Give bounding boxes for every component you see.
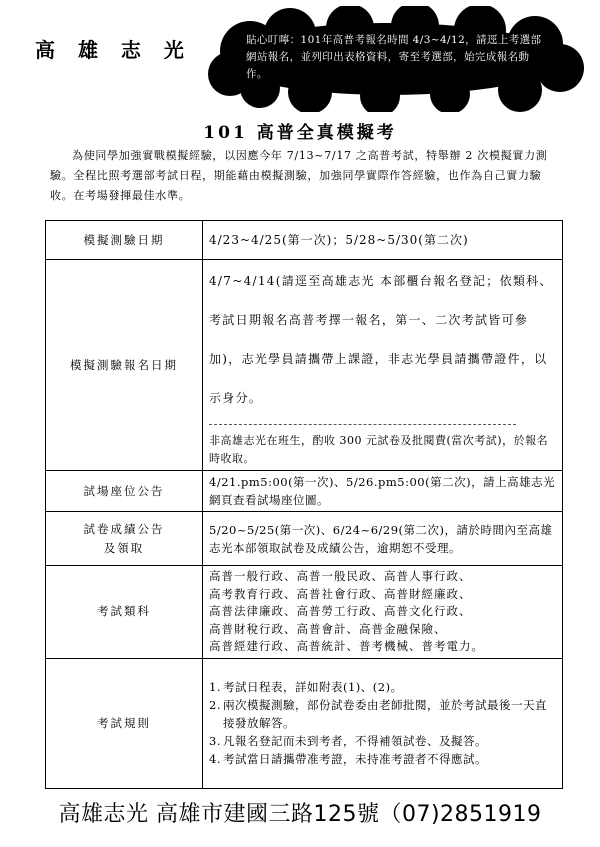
table-row [46,471,563,512]
row-label-seat-announcement: 試場座位公告 [46,471,203,512]
registration-notice: 貼心叮嚀：101年高普考報名時間 4/3~4/12，請逕上考選部網站報名，並列印出表格資料，寄至考選部，始完成報名動作。 [246,34,542,80]
rule-text: 考試日程表，詳如附表(1)、(2)。 [223,680,403,694]
results-info: 5/20~5/25(第一次)、6/24~6/29(第二次)，請於時間內至高雄志光本部領取試卷及成績公告，逾期恕不受理。 [203,512,563,566]
intro-paragraph: 為使同學加強實戰模擬經驗，以因應今年 7/13~7/17 之高普考試，特舉辦 2 次模擬實力測驗。全程比照考選部考試日程，期能藉由模擬測驗，加強同學實際作答經驗，也作為自己實力驗收。在考場發揮最佳水準。 [50,149,548,202]
results-label-line1: 試卷成績公告 [83,521,165,536]
dashed-divider [209,424,516,425]
exam-dates: 4/23~4/25(第一次)；5/28~5/30(第二次) [203,221,563,260]
rule-number: 3. [209,734,221,748]
notice-cloud [190,6,590,112]
table-row [46,260,563,471]
table-row [46,512,563,566]
subject-line: 高普財稅行政、高普會計、高普金融保險、 [209,621,447,636]
rule-number: 4. [209,752,221,766]
table-row [46,566,563,659]
rules-cell [203,658,563,788]
rule-text: 凡報名登記而未到考者，不得補領試卷、及擬答。 [223,734,487,748]
rule-item [209,678,556,696]
rule-text: 考試當日請攜帶准考證，未持准考證者不得應試。 [223,752,487,766]
registration-fee-note: 非高雄志光在班生，酌收 300 元試卷及批閱費(當次考試)，於報名時收取。 [209,434,549,465]
row-label-subjects: 考試類科 [46,566,203,659]
rule-text: 兩次模擬測驗，部份試卷委由老師批閱，並於考試最後一天直接發放解答。 [223,698,547,730]
rule-number: 1. [209,680,221,694]
row-label-registration-dates: 模擬測驗報名日期 [46,260,203,471]
rule-number: 2. [209,698,221,712]
subject-line: 高考教育行政、高普社會行政、高普財經廉政、 [209,586,472,601]
exam-info-table [45,220,563,789]
row-label-results [46,512,203,566]
registration-cell [203,260,563,471]
page-title: 101 高普全真模擬考 [203,123,397,143]
table-row [46,658,563,788]
registration-details: 4/7~4/14(請逕至高雄志光 本部櫃台報名登記；依類科、考試日期報名高普考擇一報名，第一、二次考試皆可參加)，志光學員請攜帶上課證，非志光學員請攜帶證件，以示身分。 [209,274,553,405]
seat-announcement: 4/21.pm5:00(第一次)、5/26.pm5:00(第二次)，請上高雄志光網頁查看試場座位圖。 [203,471,563,512]
row-label-rules: 考試規則 [46,658,203,788]
subjects-cell [203,566,563,659]
footer-contact: 高雄志光 高雄市建國三路125號（07)2851919 [58,802,542,827]
subject-line: 高普法律廉政、高普勞工行政、高普文化行政、 [209,604,472,618]
table-row [46,221,563,260]
subject-line: 高普經建行政、高普統計、普考機械、普考電力。 [209,639,484,653]
rule-item [209,732,556,750]
results-label-line2: 及領取 [103,540,145,555]
rule-item [209,696,556,732]
row-label-exam-dates: 模擬測驗日期 [46,221,203,260]
brand-name: 高 雄 志 光 [35,38,192,62]
rule-item [209,750,556,768]
subject-line: 高普一般行政、高普一般民政、高普人事行政、 [209,569,472,583]
